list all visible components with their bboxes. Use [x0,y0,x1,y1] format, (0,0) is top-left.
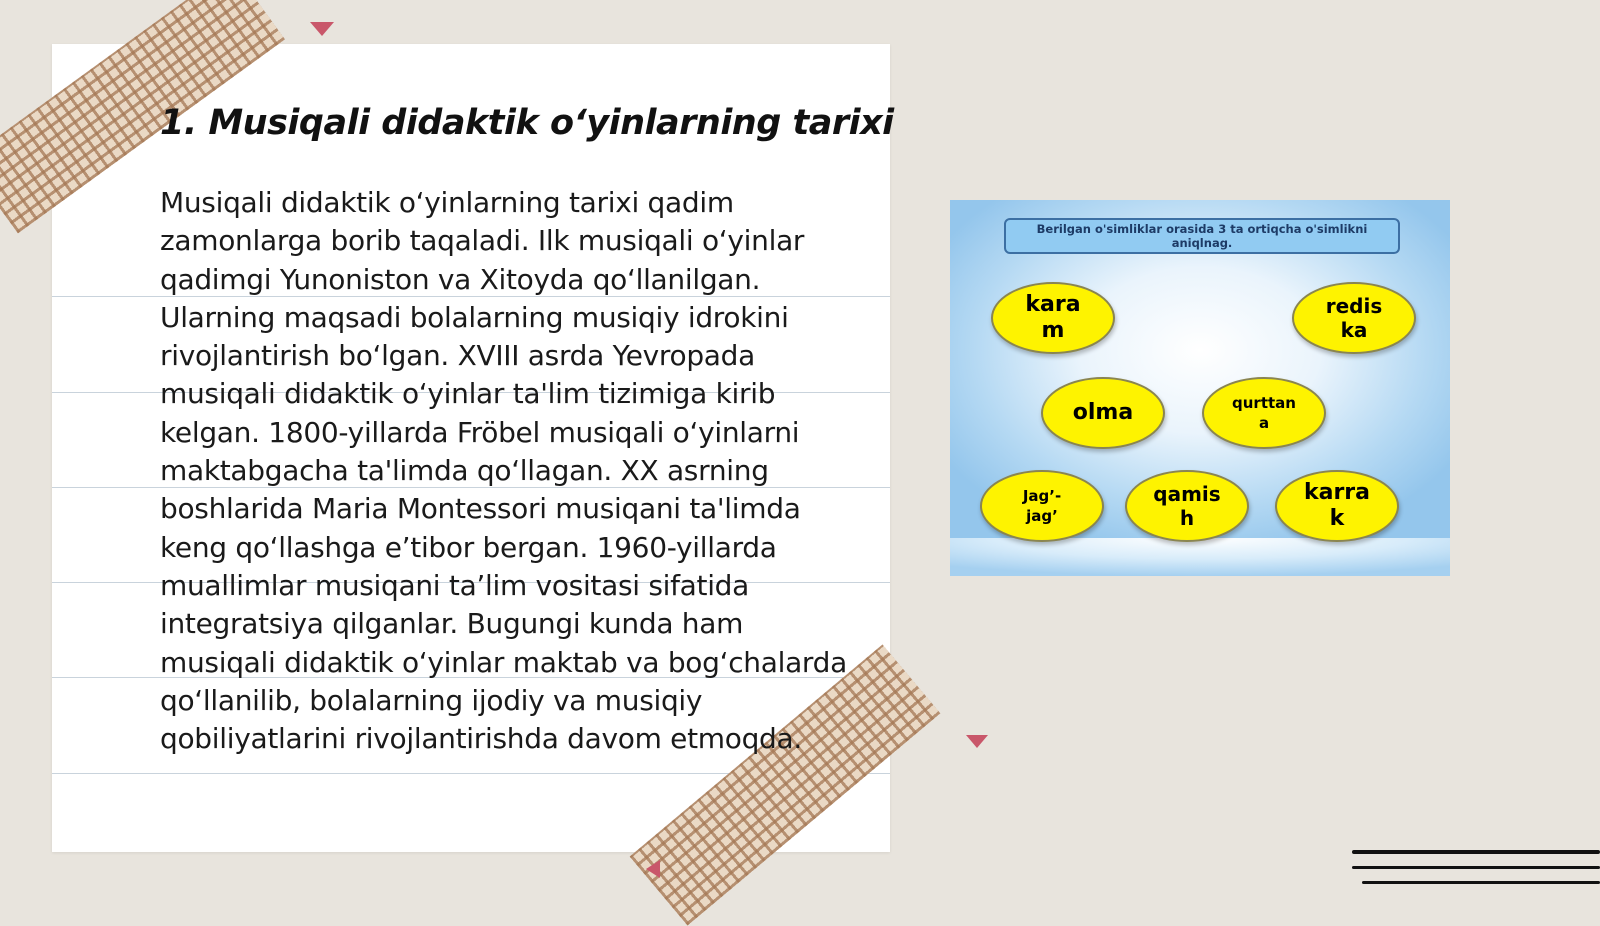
slide-title: 1. Musiqali didaktik o‘yinlarning tarixi [160,103,894,143]
plant-option-jagjag[interactable]: Jag’- jag’ [980,470,1104,542]
plant-option-qamish[interactable]: qamis h [1125,470,1249,542]
decorative-line [1352,866,1600,869]
plant-option-karrak[interactable]: karra k [1275,470,1399,542]
decorative-pin [646,860,660,878]
decorative-line [1352,850,1600,854]
slide-body-text: Musiqali didaktik o‘yinlarning tarixi qadim zamonlarga borib taqaladi. Ilk musiqali o‘yinlar qadimgi Yunoniston va Xitoyda qo‘llanilgan. Ularning maqsadi bolalarning musiqiy idrokini rivojlantirish bo‘lgan. XVIII asrda Yevropada musiqali didaktik o‘yinlar ta'lim tizimiga kirib kelgan. 1800-yillarda Fröbel musiqali o‘yinlarni maktabgacha ta'limda qo‘llagan. XX asrning boshlarida Maria Montessori musiqani ta'limda keng qo‘llashga e’tibor bergan. 1960-yillarda muallimlar musiqani ta’lim vositasi sifatida integratsiya qilganlar. Bugungi kunda ham musiqali didaktik o‘yinlar maktab va bog‘chalarda qo‘llanilib, bolalarning ijodiy va musiqiy qobiliyatlarini rivojlantirishda davom etmoqda. [160,186,847,756]
game-ground [950,538,1450,576]
decorative-pin [310,22,334,36]
plant-option-olma[interactable]: olma [1041,377,1165,449]
plant-option-karam[interactable]: kara m [991,282,1115,354]
plant-option-rediska[interactable]: redis ka [1292,282,1416,354]
decorative-line [1362,881,1600,884]
decorative-pin [966,735,988,748]
plant-option-qurttana[interactable]: qurttan a [1202,377,1326,449]
didactic-game-image [950,200,1450,576]
game-instruction: Berilgan o'simliklar orasida 3 ta ortiqcha o'simlikni aniqlnag. [1004,218,1400,254]
